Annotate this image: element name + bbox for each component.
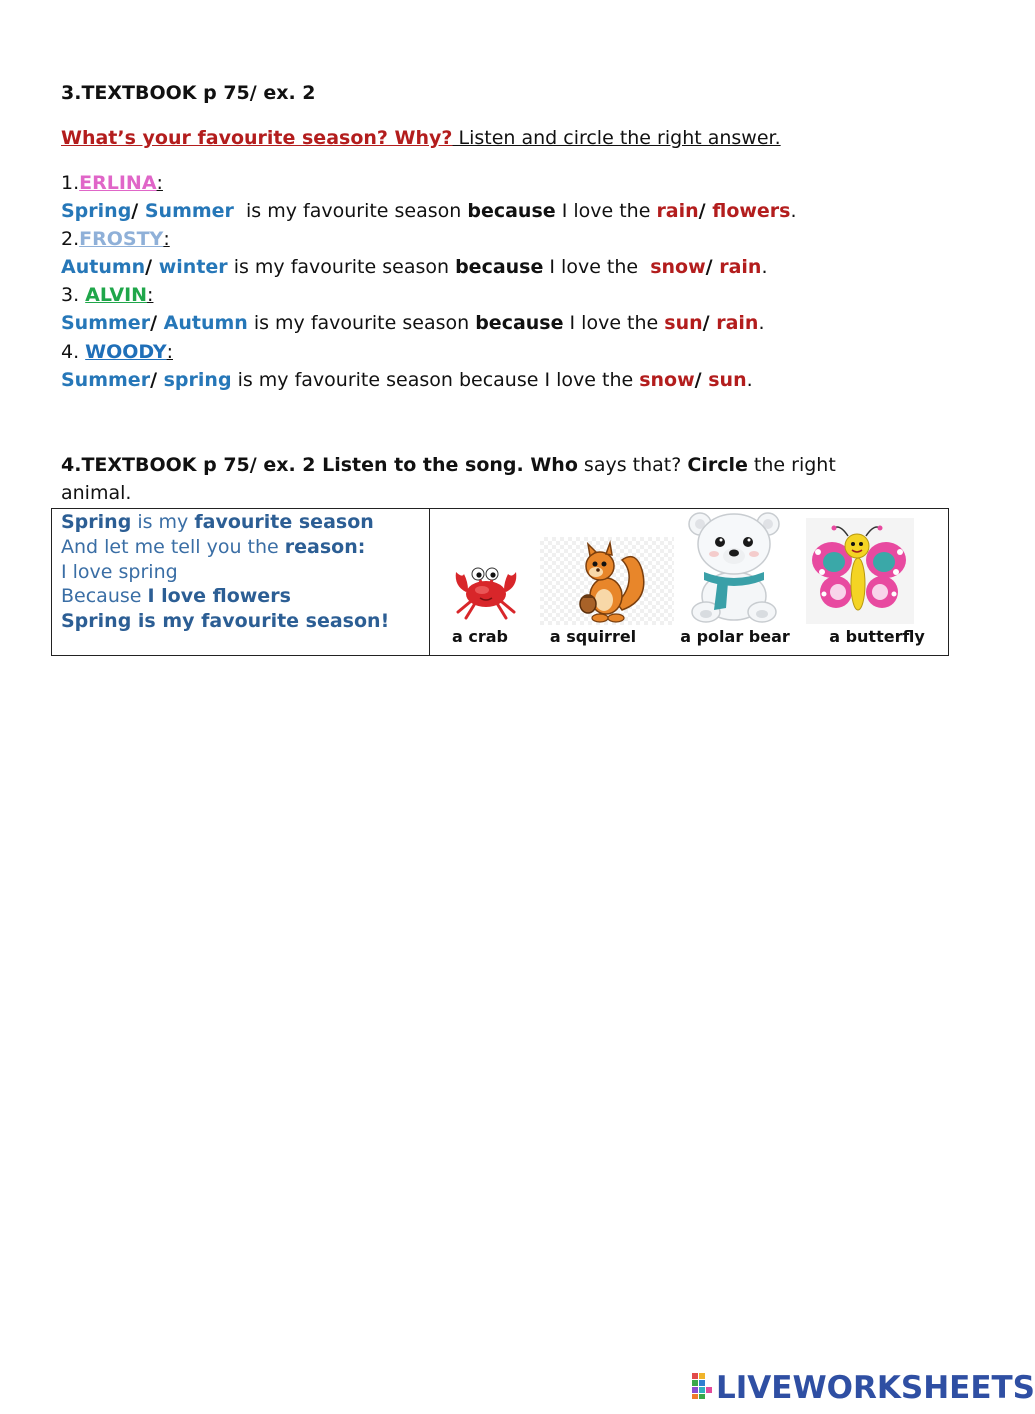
item3-option-1[interactable]: Summer (61, 312, 151, 334)
song-l1-c: favourite season (194, 511, 374, 533)
animal-caption-squirrel: a squirrel (549, 627, 637, 646)
item1-name: ERLINA (79, 172, 157, 194)
item1-end: . (790, 200, 797, 222)
item1-sentence (61, 199, 797, 223)
item4-text-a: is my favourite season (231, 369, 459, 391)
item3-colon: : (147, 284, 154, 306)
item3-sentence (61, 311, 765, 335)
item4-colon: : (166, 341, 173, 363)
section3-heading: 3.TEXTBOOK p 75/ ex. 2 (61, 82, 316, 104)
section4-heading-end: the right (747, 454, 836, 476)
song-l4-a: Because (61, 585, 148, 607)
crab-icon[interactable] (450, 552, 522, 622)
item1-text-a: is my favourite season (233, 200, 468, 222)
item3-slash-1: / (150, 312, 164, 334)
item2-sentence (61, 255, 768, 279)
animal-caption-butterfly: a butterfly (829, 627, 925, 646)
song-l1-b: is my (131, 511, 195, 533)
item4-end: . (746, 369, 753, 391)
item1-slash-2: / (698, 200, 713, 222)
item2-text-b: I love the (543, 256, 651, 278)
animal-caption-polar-bear: a polar bear (680, 627, 790, 646)
butterfly-icon[interactable] (810, 522, 910, 622)
item3-number: 3. (61, 284, 86, 306)
table-divider (429, 508, 430, 656)
item3-text-a: is my favourite season (247, 312, 476, 334)
section4-heading-bold: 4.TEXTBOOK p 75/ ex. 2 Listen to the song. Who (61, 454, 578, 476)
item4-because: because (458, 369, 539, 391)
item3-text-b: I love the (563, 312, 665, 334)
song-line-5: Spring is my favourite season! (61, 610, 390, 632)
item3-answer-1[interactable]: sun (664, 312, 703, 334)
item2-end: . (761, 256, 768, 278)
item3-name: ALVIN (85, 284, 148, 306)
item3-because: because (475, 312, 564, 334)
section4-heading-line2: animal. (61, 482, 132, 504)
section4-heading-circle: Circle (687, 454, 748, 476)
liveworksheets-logo-icon (692, 1373, 714, 1399)
song-l2-b: reason: (284, 536, 366, 558)
item1-text-b: I love the (555, 200, 657, 222)
item1-answer-1[interactable]: rain (656, 200, 699, 222)
section4-heading (61, 453, 836, 477)
liveworksheets-brand: LIVEWORKSHEETS (716, 1370, 1035, 1406)
item1-answer-2[interactable]: flowers (712, 200, 791, 222)
item4-answer-2[interactable]: sun (708, 369, 747, 391)
item1-slash-1: / (131, 200, 145, 222)
item2-number: 2. (61, 228, 80, 250)
instruction-text: Listen and circle the right answer. (452, 127, 781, 149)
section4-heading-mid: says that? (577, 454, 688, 476)
section3-question-line (61, 126, 781, 150)
item3-end: . (758, 312, 765, 334)
song-l1-a: Spring (61, 511, 132, 533)
item2-option-2[interactable]: winter (158, 256, 228, 278)
item4-name: WOODY (85, 341, 167, 363)
item1-option-1[interactable]: Spring (61, 200, 132, 222)
question-text: What’s your favourite season? Why? (61, 127, 453, 149)
item4-label (61, 340, 173, 364)
item1-colon: : (156, 172, 163, 194)
item2-text-a: is my favourite season (227, 256, 456, 278)
item1-option-2[interactable]: Summer (144, 200, 234, 222)
item2-colon: : (163, 228, 170, 250)
item2-because: because (455, 256, 544, 278)
item4-sentence (61, 368, 753, 392)
item2-name: FROSTY (79, 228, 164, 250)
item4-option-1[interactable]: Summer (61, 369, 151, 391)
item1-because: because (467, 200, 556, 222)
song-line-1 (61, 510, 374, 535)
item2-slash-2: / (705, 256, 720, 278)
song-line-2 (61, 535, 365, 560)
item4-option-2[interactable]: spring (163, 369, 232, 391)
item3-slash-2: / (702, 312, 717, 334)
item2-answer-2[interactable]: rain (719, 256, 762, 278)
item4-text-b: I love the (538, 369, 640, 391)
item4-number: 4. (61, 341, 86, 363)
squirrel-icon[interactable] (570, 540, 650, 624)
item3-label (61, 283, 153, 307)
item4-answer-1[interactable]: snow (639, 369, 695, 391)
item2-label (61, 227, 170, 251)
polar-bear-icon[interactable] (680, 510, 788, 624)
animal-caption-crab: a crab (452, 627, 508, 646)
song-line-3: I love spring (61, 561, 178, 583)
song-l4-b: I love flowers (147, 585, 291, 607)
item3-answer-2[interactable]: rain (716, 312, 759, 334)
item4-slash-2: / (694, 369, 709, 391)
song-line-4 (61, 584, 291, 609)
item2-slash-1: / (145, 256, 159, 278)
item2-option-1[interactable]: Autumn (61, 256, 146, 278)
item1-label (61, 171, 163, 195)
item1-number: 1. (61, 172, 80, 194)
item4-slash-1: / (150, 369, 164, 391)
song-l2-a: And let me tell you the (61, 536, 285, 558)
item3-option-2[interactable]: Autumn (163, 312, 248, 334)
item2-answer-1[interactable]: snow (650, 256, 706, 278)
